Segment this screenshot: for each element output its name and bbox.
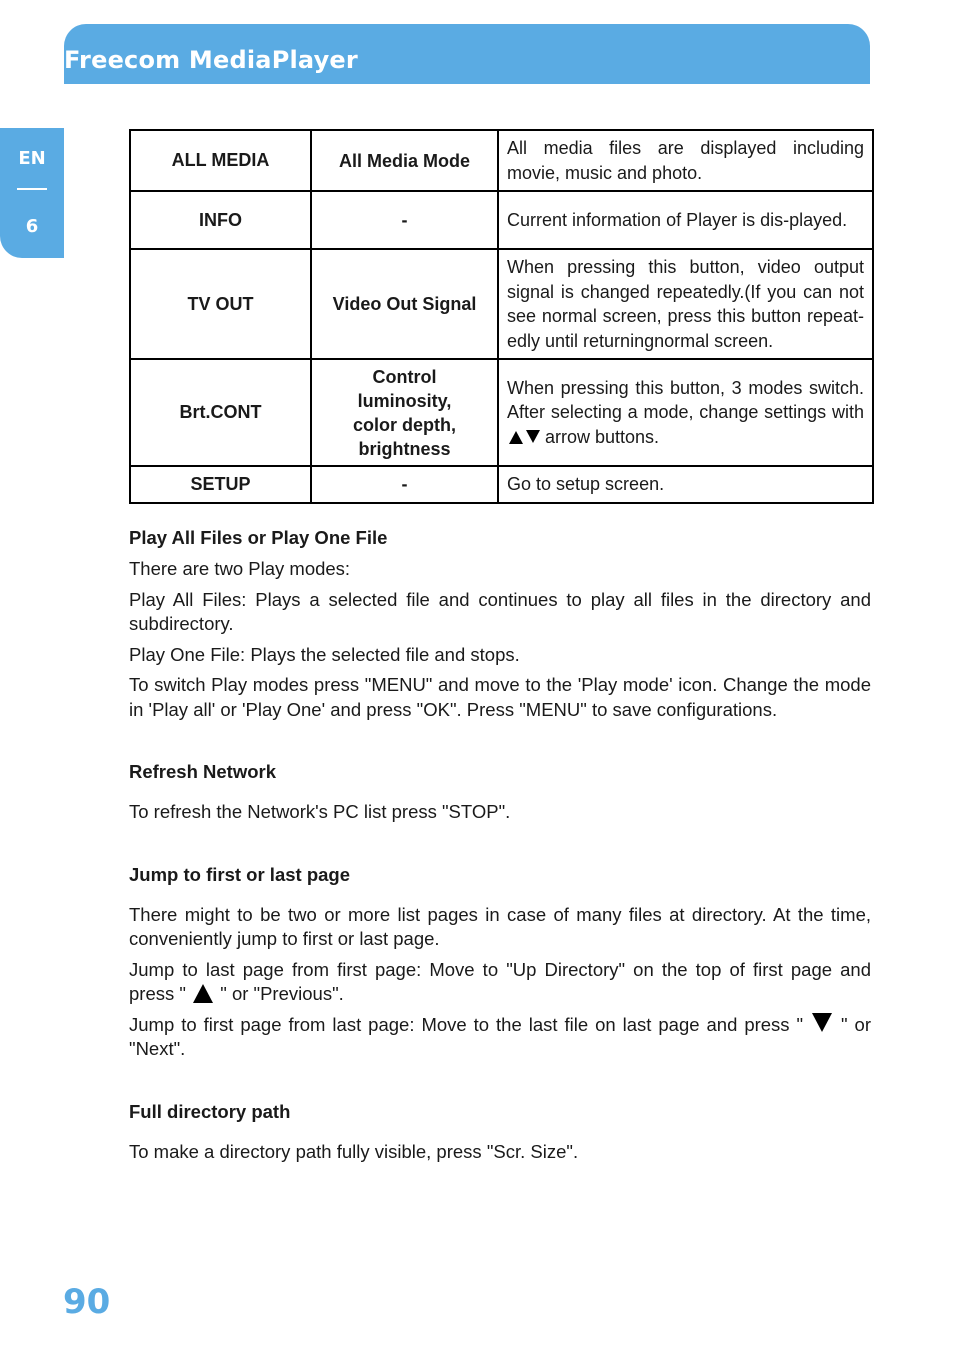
page-number: 90 bbox=[63, 1282, 111, 1322]
paragraph: To switch Play modes press "MENU" and move to the 'Play mode' icon. Change the mode in 'Play all' or 'Play One' and press "OK". Press "MENU" to save configurations. bbox=[129, 674, 871, 720]
button-name: TV OUT bbox=[130, 249, 311, 359]
button-name: INFO bbox=[130, 191, 311, 249]
paragraph: There are two Play modes: bbox=[129, 558, 351, 579]
paragraph: There might to be two or more list pages in case of many files at directory. At the time, conveniently jump to first or last page. bbox=[129, 903, 871, 949]
paragraph bbox=[129, 1013, 871, 1062]
description-text: arrow buttons. bbox=[540, 426, 660, 447]
section-heading: Play All Files or Play One File bbox=[129, 527, 388, 548]
button-description bbox=[498, 359, 873, 466]
section-heading: Full directory path bbox=[129, 1100, 291, 1122]
button-mode bbox=[311, 359, 498, 466]
paragraph: Play All Files: Plays a selected file and continues to play all files in the directory and subdirectory. bbox=[129, 588, 871, 634]
section-heading: Jump to first or last page bbox=[129, 863, 351, 885]
button-function-table bbox=[129, 129, 874, 504]
button-name: ALL MEDIA bbox=[130, 130, 311, 191]
paragraph: To refresh the Network's PC list press "STOP". bbox=[129, 801, 511, 822]
down-arrow-icon bbox=[812, 1013, 832, 1032]
mode-line: color depth, bbox=[353, 414, 456, 435]
paragraph-text: " or "Previous". bbox=[215, 983, 344, 1004]
header-title: Freecom MediaPlayer bbox=[64, 46, 358, 74]
button-description: When pressing this button, video output signal is changed repeatedly.(If you can not see normal screen, press this button repeat-edly until returningnormal screen. bbox=[498, 249, 873, 359]
up-arrow-icon bbox=[193, 984, 213, 1003]
mode-line: luminosity, bbox=[357, 390, 452, 411]
description-text: When pressing this button, 3 modes switch. After selecting a mode, change settings with bbox=[507, 377, 864, 423]
mode-line: Control bbox=[372, 366, 437, 387]
paragraph-text: Jump to last page from first page: Move to "Up Directory" on the top of first page and press " bbox=[129, 958, 871, 1004]
side-tab bbox=[0, 128, 64, 258]
button-name: Brt.CONT bbox=[130, 359, 311, 466]
button-mode: Video Out Signal bbox=[311, 249, 498, 359]
button-description: All media files are displayed including movie, music and photo. bbox=[498, 130, 873, 191]
paragraph-text: " or "Next". bbox=[129, 1013, 872, 1059]
paragraph bbox=[129, 958, 871, 1007]
up-arrow-icon bbox=[509, 431, 523, 444]
section-heading: Refresh Network bbox=[129, 761, 277, 782]
paragraph: To make a directory path fully visible, press "Scr. Size". bbox=[129, 1140, 579, 1162]
button-mode: All Media Mode bbox=[311, 130, 498, 191]
button-description: Go to setup screen. bbox=[498, 466, 873, 503]
table-row bbox=[130, 359, 873, 466]
manual-body bbox=[129, 526, 871, 1164]
button-mode: - bbox=[311, 466, 498, 503]
table-row bbox=[130, 249, 873, 359]
button-mode: - bbox=[311, 191, 498, 249]
table-row bbox=[130, 466, 873, 503]
paragraph: Play One File: Plays the selected file and stops. bbox=[129, 643, 520, 665]
button-name: SETUP bbox=[130, 466, 311, 503]
paragraph-text: Jump to first page from last page: Move to the last file on last page and press " bbox=[129, 1013, 811, 1035]
side-tab-divider bbox=[17, 188, 47, 190]
language-label: EN bbox=[18, 148, 46, 169]
chapter-number: 6 bbox=[25, 216, 39, 237]
button-description: Current information of Player is dis-played. bbox=[498, 191, 873, 249]
down-arrow-icon bbox=[526, 430, 540, 443]
table-row bbox=[130, 191, 873, 249]
mode-line: brightness bbox=[358, 438, 451, 459]
table-row bbox=[130, 130, 873, 191]
